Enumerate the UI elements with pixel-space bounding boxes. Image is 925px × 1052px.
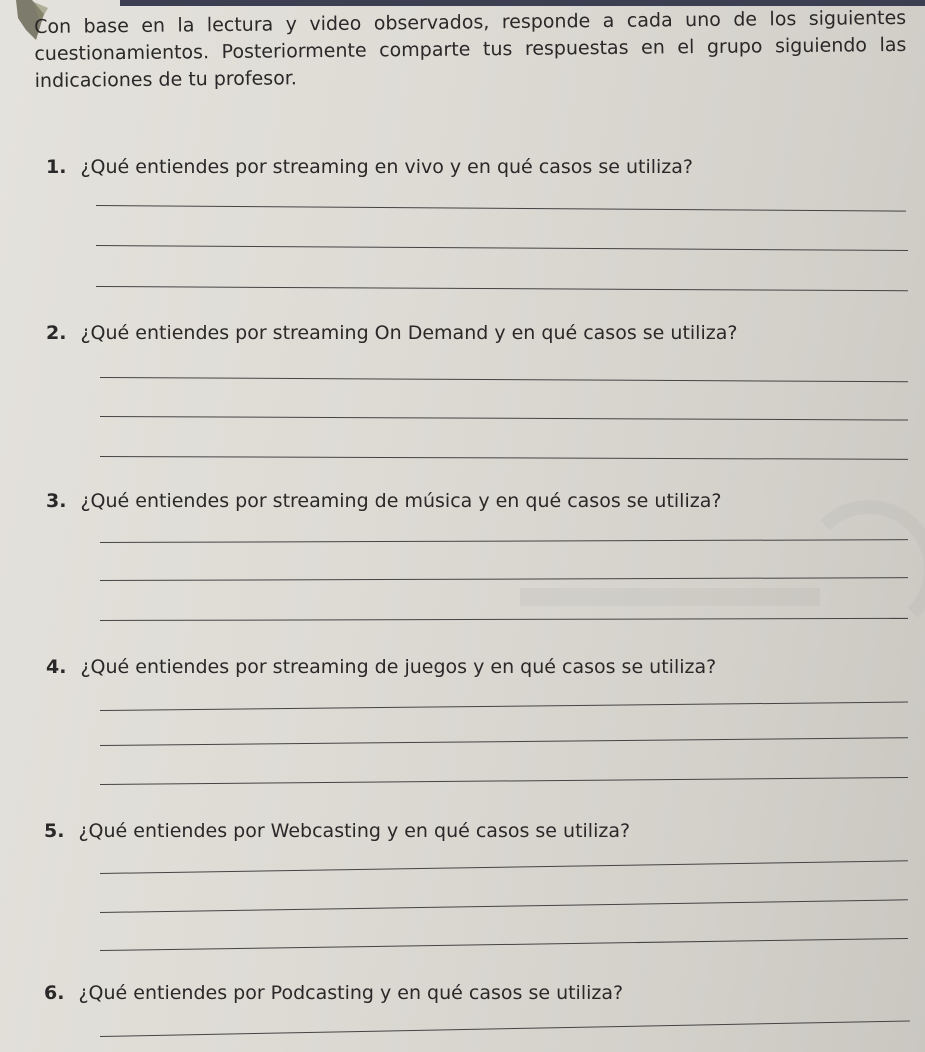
answer-line[interactable] [100, 702, 908, 711]
answer-line[interactable] [100, 539, 908, 543]
question-text: ¿Qué entiendes por streaming On Demand y en qué casos se utiliza? [80, 322, 738, 344]
question-number: 5. [44, 820, 65, 842]
question-number: 2. [46, 322, 67, 344]
question-text: ¿Qué entiendes por Podcasting y en qué casos se utiliza? [78, 982, 624, 1004]
answer-line[interactable] [100, 938, 908, 951]
bleed-through-band [520, 588, 820, 606]
question-6 [44, 982, 623, 1004]
question-3 [46, 490, 721, 512]
answer-line[interactable] [100, 777, 908, 785]
question-text: ¿Qué entiendes por streaming en vivo y en qué casos se utiliza? [80, 156, 693, 178]
question-2 [46, 322, 737, 344]
question-text: ¿Qué entiendes por streaming de música y en qué casos se utiliza? [80, 490, 722, 512]
answer-line[interactable] [100, 577, 908, 581]
answer-line[interactable] [100, 737, 908, 746]
question-4 [46, 656, 716, 678]
question-number: 1. [46, 156, 67, 178]
answer-line[interactable] [100, 618, 908, 621]
answer-line[interactable] [100, 860, 908, 874]
answer-line[interactable] [96, 245, 908, 251]
answer-line[interactable] [96, 286, 908, 291]
question-number: 6. [44, 982, 65, 1004]
answer-line[interactable] [96, 205, 906, 212]
instructions-paragraph: Con base en la lectura y video observados, responde a cada uno de los siguientes cuestionamientos. Posteriormente comparte tus respuestas en el grupo siguiendo las indicaciones de tu profesor. [34, 6, 907, 92]
question-text: ¿Qué entiendes por streaming de juegos y en qué casos se utiliza? [80, 656, 717, 678]
answer-line[interactable] [100, 456, 908, 460]
answer-line[interactable] [100, 416, 908, 421]
question-text: ¿Qué entiendes por Webcasting y en qué casos se utiliza? [78, 820, 631, 842]
answer-line[interactable] [100, 899, 908, 913]
answer-line[interactable] [100, 1020, 910, 1037]
question-number: 4. [46, 656, 67, 678]
question-number: 3. [46, 490, 67, 512]
question-5 [44, 820, 630, 842]
answer-line[interactable] [100, 377, 908, 382]
question-1 [46, 156, 693, 178]
